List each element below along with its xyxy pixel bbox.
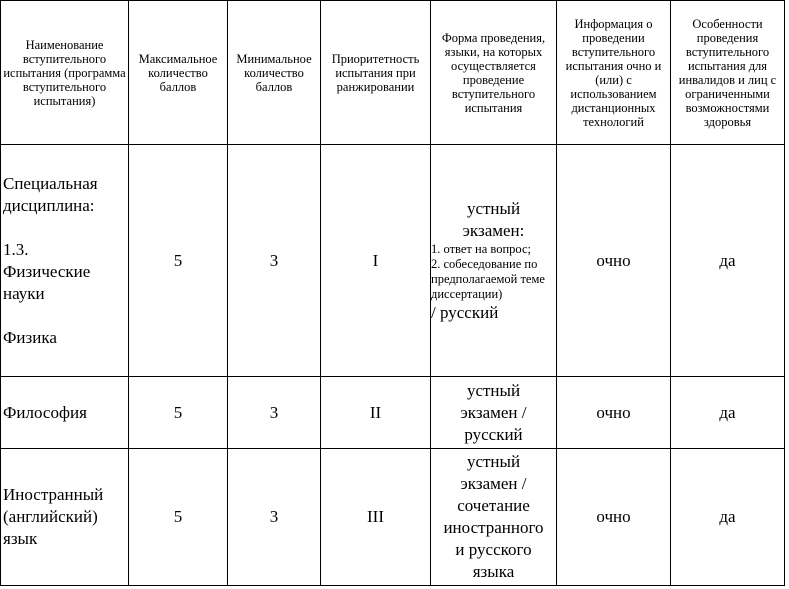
header-max-score: Максимальное количество баллов xyxy=(129,1,228,145)
min-score-cell: 3 xyxy=(228,377,321,449)
form-language-cell: устный экзамен: 1. ответ на вопрос; 2. собеседование по предполагаемой теме диссертации) / русский xyxy=(431,145,557,377)
form-language-cell: устный экзамен / сочетание иностранного и русского языка xyxy=(431,449,557,586)
table-row xyxy=(1,377,785,449)
form-language-cell: устный экзамен / русский xyxy=(431,377,557,449)
max-score-cell: 5 xyxy=(129,449,228,586)
header-priority: Приоритетность испытания при ранжировании xyxy=(321,1,431,145)
priority-cell: II xyxy=(321,377,431,449)
table-row xyxy=(1,145,785,377)
priority-cell: I xyxy=(321,145,431,377)
delivery-mode-cell: очно xyxy=(557,145,671,377)
header-form-language: Форма проведения, языки, на которых осуществляется проведение вступительного испытания xyxy=(431,1,557,145)
delivery-mode-cell: очно xyxy=(557,449,671,586)
exam-name-cell: Специальная дисциплина: 1.3. Физические науки Физика xyxy=(1,145,129,377)
disability-features-cell: да xyxy=(671,145,785,377)
min-score-cell: 3 xyxy=(228,145,321,377)
max-score-cell: 5 xyxy=(129,377,228,449)
disability-features-cell: да xyxy=(671,449,785,586)
max-score-cell: 5 xyxy=(129,145,228,377)
header-min-score: Минимальное количество баллов xyxy=(228,1,321,145)
header-row xyxy=(1,1,785,145)
disability-features-cell: да xyxy=(671,377,785,449)
priority-cell: III xyxy=(321,449,431,586)
min-score-cell: 3 xyxy=(228,449,321,586)
table-row xyxy=(1,449,785,586)
header-exam-name: Наименование вступительного испытания (программа вступительного испытания) xyxy=(1,1,129,145)
exam-name-cell: Иностранный (английский) язык xyxy=(1,449,129,586)
exam-name-cell: Философия xyxy=(1,377,129,449)
header-disability-features: Особенности проведения вступительного испытания для инвалидов и лиц с ограниченными возможностями здоровья xyxy=(671,1,785,145)
delivery-mode-cell: очно xyxy=(557,377,671,449)
header-delivery-mode: Информация о проведении вступительного испытания очно и (или) с использованием дистанционных технологий xyxy=(557,1,671,145)
